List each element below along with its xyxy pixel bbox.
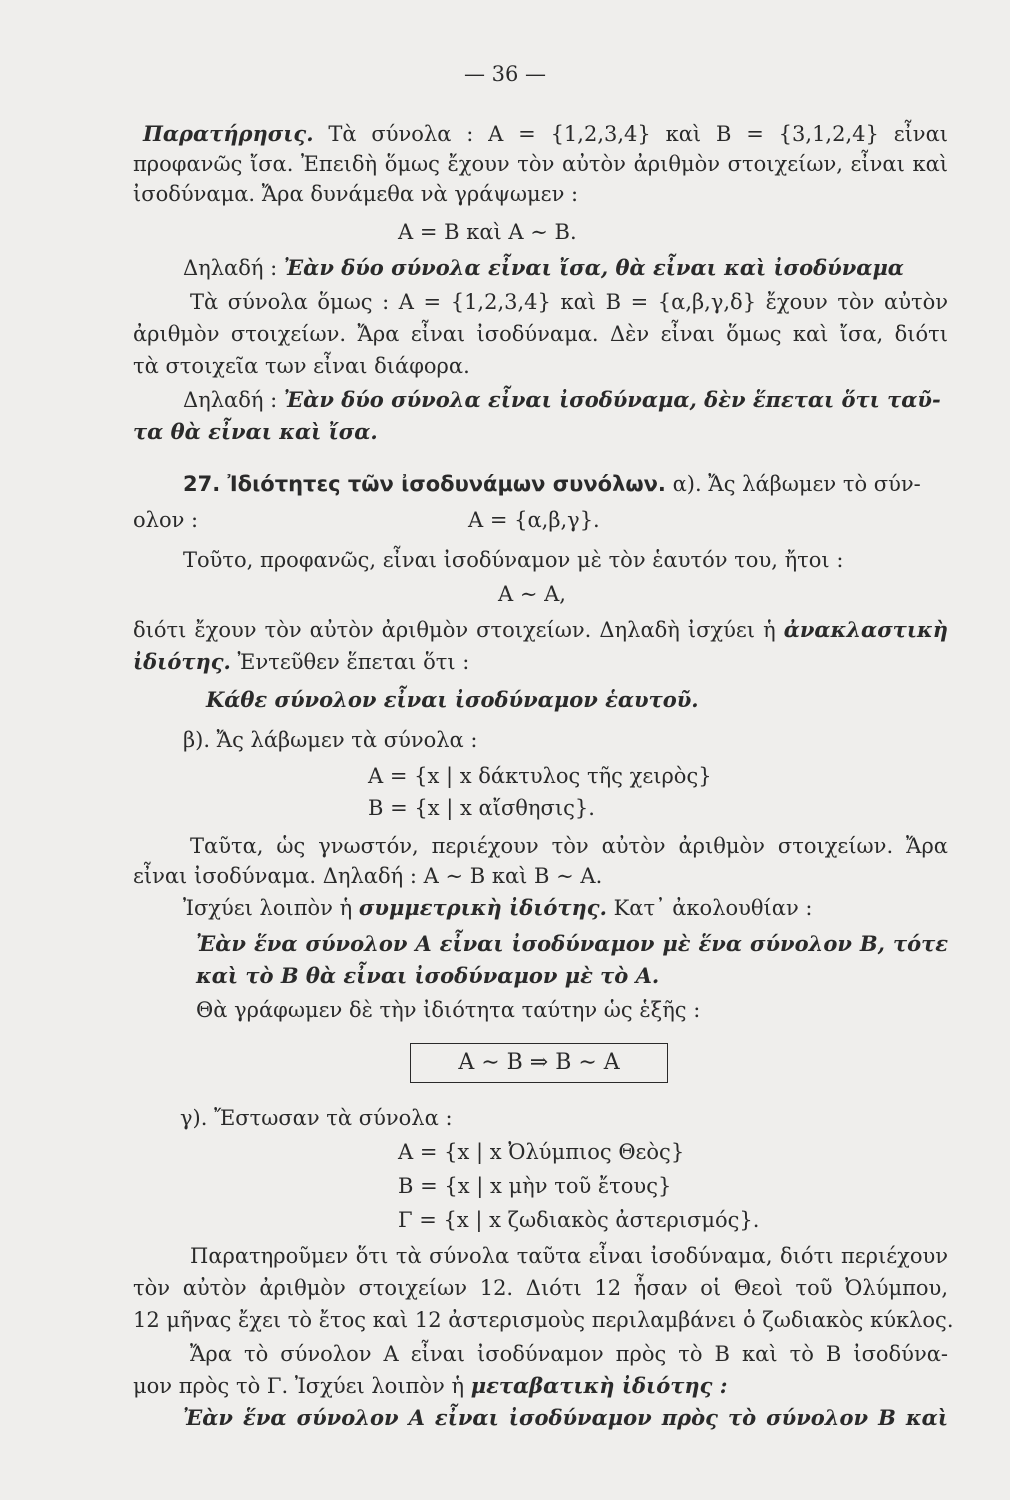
c-set-3: Γ = {x | x ζωδιακὸς ἀστερισμός}. <box>398 1208 760 1232</box>
c-intro: γ). Ἔστωσαν τὰ σύνολα : <box>180 1106 453 1130</box>
c-set-2: Β = {x | x μὴν τοῦ ἔτους} <box>398 1174 672 1198</box>
observation-formula: Α = Β καὶ Α ∼ Β. <box>398 220 577 244</box>
page-number: — 36 — <box>463 62 547 86</box>
a-line-6: ἰδιότης. Ἐντεῦθεν ἕπεται ὅτι : <box>133 649 470 674</box>
a-line-3: Τοῦτο, προφανῶς, εἶναι ἰσοδύναμον μὲ τὸν ἑαυτόν του, ἤτοι : <box>183 548 844 572</box>
set-a-alpha: Α = {α,β,γ}. <box>468 508 600 532</box>
rule-2-line-2: τα θὰ εἶναι καὶ ἴσα. <box>133 419 378 444</box>
observation-line-2: προφανῶς ἴσα. Ἐπειδὴ ὅμως ἔχουν τὸν αὐτὸν ἀριθμὸν στοιχείων, εἶναι καὶ <box>133 152 948 176</box>
section-27-ololon: ολον : <box>133 508 199 532</box>
rule-2-line-1: Δηλαδή : Ἐὰν δύο σύνολα εἶναι ἰσοδύναμα, δὲν ἕπεται ὅτι ταῦ- <box>183 387 941 412</box>
b-rule-line-1: Ἐὰν ἕνα σύνολον Α εἶναι ἰσοδύναμον μὲ ἕνα σύνολον Β, τότε <box>196 931 948 956</box>
c-rule: Ἐὰν ἕνα σύνολον Α εἶναι ἰσοδύναμον πρὸς τὸ σύνολον Β καὶ <box>183 1405 948 1430</box>
b-set-1: Α = {x | x δάκτυλος τῆς χειρὸς} <box>368 764 712 788</box>
observation-label: Παρατήρησις. <box>143 121 314 146</box>
b-rule-line-2: καὶ τὸ Β θὰ εἶναι ἰσοδύναμον μὲ τὸ Α. <box>196 963 660 988</box>
a-line-5: διότι ἔχουν τὸν αὐτὸν ἀριθμὸν στοιχείων. Δηλαδὴ ἰσχύει ἡ ἀνακλαστικὴ <box>133 617 948 642</box>
paragraph-2-line-3: τὰ στοιχεῖα των εἶναι διάφορα. <box>133 354 470 378</box>
b-line-2: εἶναι ἰσοδύναμα. Δηλαδή : Α ∼ Β καὶ Β ∼ Α. <box>133 864 603 888</box>
c-set-1: Α = {x | x Ὀλύμπιος Θεὸς} <box>398 1140 685 1164</box>
c-line-5: μον πρὸς τὸ Γ. Ἰσχύει λοιπὸν ἡ μεταβατικὴ ἰδιότης : <box>133 1373 728 1398</box>
a-formula: Α ∼ Α, <box>498 582 566 606</box>
b-line-4: Θὰ γράφωμεν δὲ τὴν ἰδιότητα ταύτην ὡς ἑξῆς : <box>196 998 701 1022</box>
observation-line-1: Παρατήρησις. Τὰ σύνολα : Α = {1,2,3,4} καὶ Β = {3,1,2,4} εἶναι <box>143 121 948 146</box>
section-27-heading: 27. Ἰδιότητες τῶν ἰσοδυνάμων συνόλων. <box>183 472 666 496</box>
b-line-3: Ἰσχύει λοιπὸν ἡ συμμετρικὴ ἰδιότης. Κατ᾿ ἀκολουθίαν : <box>183 895 813 920</box>
section-27-heading-line: 27. Ἰδιότητες τῶν ἰσοδυνάμων συνόλων. α). Ἄς λάβωμεν τὸ σύν- <box>183 472 921 496</box>
boxed-formula: Α ∼ Β ⇒ Β ∼ Α <box>410 1043 668 1083</box>
rule-1: Δηλαδή : Ἐὰν δύο σύνολα εἶναι ἴσα, θὰ εἶναι καὶ ἰσοδύναμα <box>183 255 904 280</box>
paragraph-2-line-1: Τὰ σύνολα ὅμως : Α = {1,2,3,4} καὶ Β = {α,β,γ,δ} ἔχουν τὸν αὐτὸν <box>190 290 948 314</box>
c-line-4: Ἄρα τὸ σύνολον Α εἶναι ἰσοδύναμον πρὸς τὸ Β καὶ τὸ Β ἰσοδύνα- <box>190 1342 948 1366</box>
b-line-1: Ταῦτα, ὡς γνωστόν, περιέχουν τὸν αὐτὸν ἀριθμὸν στοιχείων. Ἄρα <box>190 834 948 858</box>
b-intro: β). Ἄς λάβωμεν τὰ σύνολα : <box>183 728 478 752</box>
b-set-2: Β = {x | x αἴσθησις}. <box>368 796 595 820</box>
paragraph-2-line-2: ἀριθμὸν στοιχείων. Ἄρα εἶναι ἰσοδύναμα. Δὲν εἶναι ὅμως καὶ ἴσα, διότι <box>133 322 948 346</box>
c-line-3: 12 μῆνας ἔχει τὸ ἔτος καὶ 12 ἀστερισμοὺς περιλαμβάνει ὁ ζωδιακὸς κύκλος. <box>133 1308 954 1332</box>
a-rule: Κάθε σύνολον εἶναι ἰσοδύναμον ἑαυτοῦ. <box>206 687 699 712</box>
c-line-2: τὸν αὐτὸν ἀριθμὸν στοιχείων 12. Διότι 12 ἦσαν οἱ Θεοὶ τοῦ Ὀλύμπου, <box>133 1276 948 1300</box>
observation-line-3: ἰσοδύναμα. Ἄρα δυνάμεθα νὰ γράψωμεν : <box>133 182 579 206</box>
c-line-1: Παρατηροῦμεν ὅτι τὰ σύνολα ταῦτα εἶναι ἰσοδύναμα, διότι περιέχουν <box>190 1244 948 1268</box>
